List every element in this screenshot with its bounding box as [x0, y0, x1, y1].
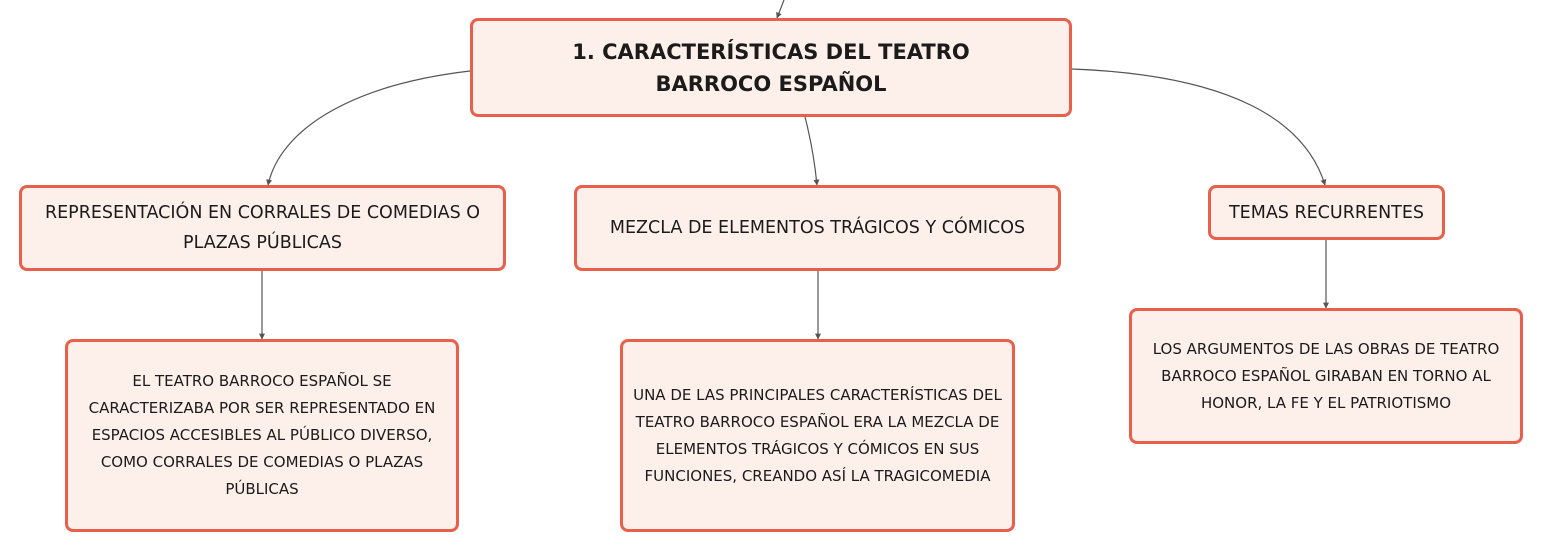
detail-text-mezcla: UNA DE LAS PRINCIPALES CARACTERÍSTICAS DEL TEATRO BARROCO ESPAÑOL ERA LA MEZCLA DE ELEMENTOS TRÁGICOS Y CÓMICOS EN SUS FUNCIONES, CREANDO ASÍ LA TRAGICOMEDIA — [633, 385, 1002, 485]
detail-text-corrales: EL TEATRO BARROCO ESPAÑOL SE CARACTERIZABA POR SER REPRESENTADO EN ESPACIOS ACCESIBLES AL PÚBLICO DIVERSO, COMO CORRALES DE COMEDIAS O PLAZAS PÚBLICAS — [88, 372, 436, 498]
detail-node-corrales[interactable] — [65, 339, 459, 532]
branch-node-temas[interactable] — [1208, 185, 1445, 240]
connector-root-to-branch-1 — [268, 71, 470, 185]
detail-node-temas[interactable] — [1129, 308, 1523, 444]
branch-label-mezcla: MEZCLA DE ELEMENTOS TRÁGICOS Y CÓMICOS — [609, 218, 1026, 238]
branch-label-corrales: REPRESENTACIÓN EN CORRALES DE COMEDIAS O PLAZAS PÚBLICAS — [44, 203, 481, 253]
connector-root-to-branch-2 — [805, 117, 817, 185]
connector-root-to-branch-3 — [1072, 69, 1325, 185]
root-topic-label: 1. CARACTERÍSTICAS DEL TEATRO BARROCO ESPAÑOL — [572, 39, 970, 96]
detail-text-temas: LOS ARGUMENTOS DE LAS OBRAS DE TEATRO BARROCO ESPAÑOL GIRABAN EN TORNO AL HONOR, LA FE Y EL PATRIOTISMO — [1152, 339, 1500, 412]
branch-label-temas: TEMAS RECURRENTES — [1228, 202, 1425, 223]
detail-node-mezcla[interactable] — [620, 339, 1015, 532]
incoming-connector — [777, 0, 784, 18]
branch-node-corrales[interactable] — [19, 185, 506, 271]
branch-node-mezcla[interactable] — [574, 185, 1061, 271]
root-topic-node[interactable] — [470, 18, 1072, 117]
